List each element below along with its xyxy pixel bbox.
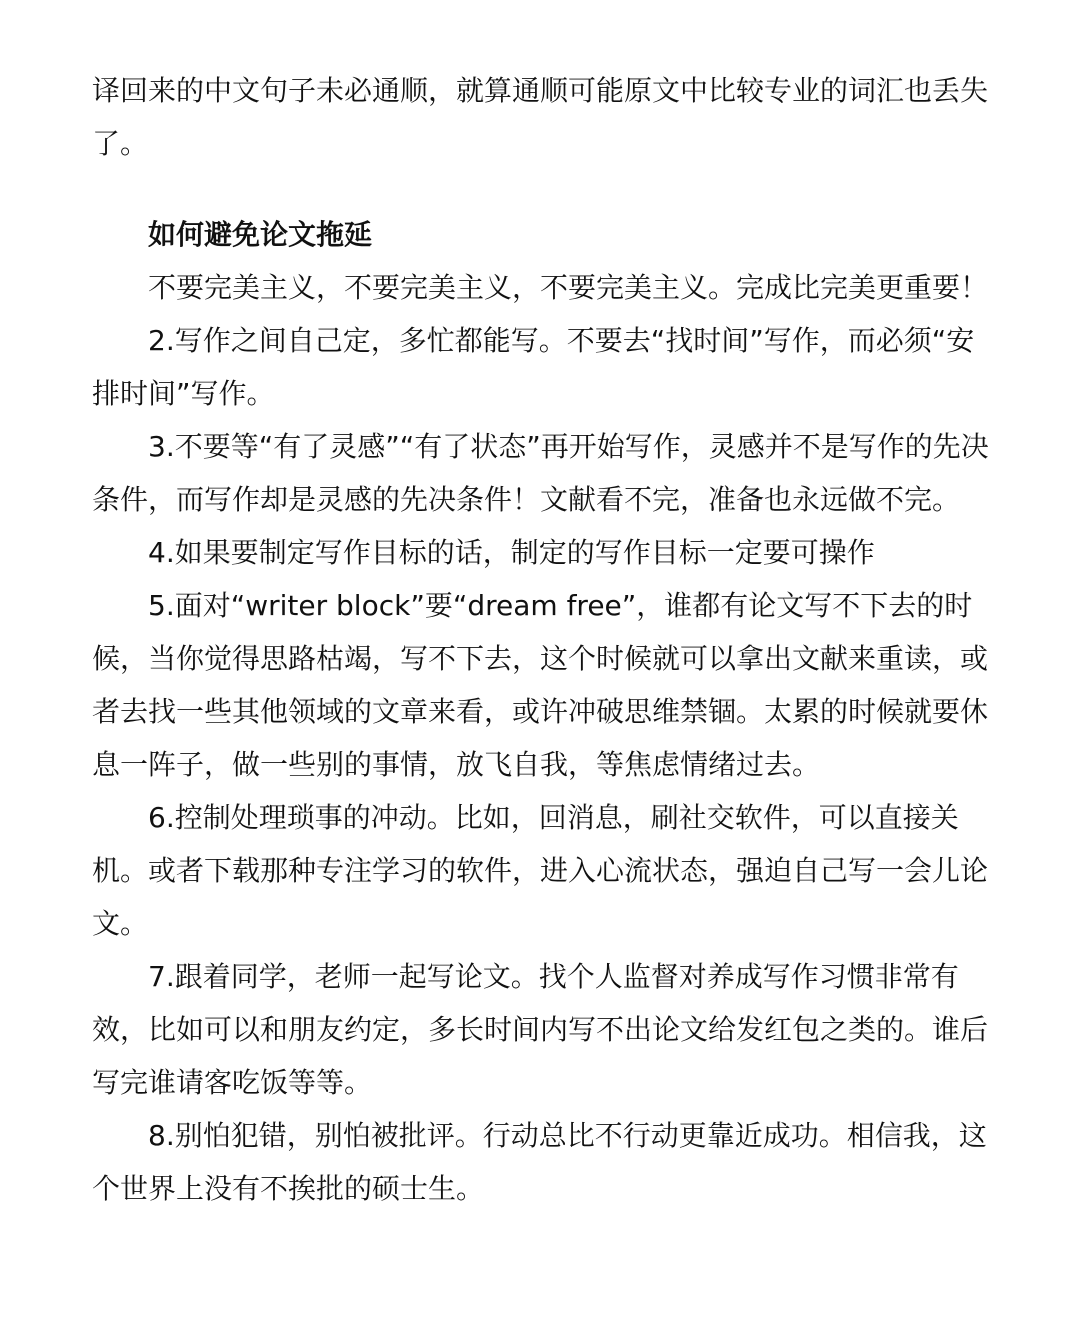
paragraph-7: 7.跟着同学，老师一起写论文。找个人监督对养成写作习惯非常有效，比如可以和朋友约定，多长时间内写不出论文给发红包之类的。谁后写完谁请客吃饭等等。	[92, 960, 989, 1099]
paragraph-3: 3.不要等“有了灵感”“有了状态”再开始写作，灵感并不是写作的先决条件，而写作却是灵感的先决条件！文献看不完，准备也永远做不完。	[92, 430, 989, 516]
document-body	[92, 64, 992, 1215]
paragraph-4: 4.如果要制定写作目标的话，制定的写作目标一定要可操作	[148, 536, 875, 569]
paragraph-8: 8.别怕犯错，别怕被批评。行动总比不行动更靠近成功。相信我，这个世界上没有不挨批的硕士生。	[92, 1119, 987, 1205]
paragraph-1: 不要完美主义，不要完美主义，不要完美主义。完成比完美更重要！	[148, 271, 989, 304]
paragraph-6: 6.控制处理琐事的冲动。比如，回消息，刷社交软件，可以直接关机。或者下载那种专注学习的软件，进入心流状态，强迫自己写一会儿论文。	[92, 801, 989, 940]
paragraph-2: 2.写作之间自己定，多忙都能写。不要去“找时间”写作，而必须“安排时间”写作。	[92, 324, 975, 410]
paragraph-5: 5.面对“writer block”要“dream free”，谁都有论文写不下去的时候，当你觉得思路枯竭，写不下去，这个时候就可以拿出文献来重读，或者去找一些其他领域的文章来看，或许冲破思维禁锢。太累的时候就要休息一阵子，做一些别的事情，放飞自我，等焦虑情绪过去。	[92, 589, 989, 781]
section-heading: 如何避免论文拖延	[148, 218, 373, 251]
intro-line: 译回来的中文句子未必通顺，就算通顺可能原文中比较专业的词汇也丢失了。	[92, 74, 989, 160]
